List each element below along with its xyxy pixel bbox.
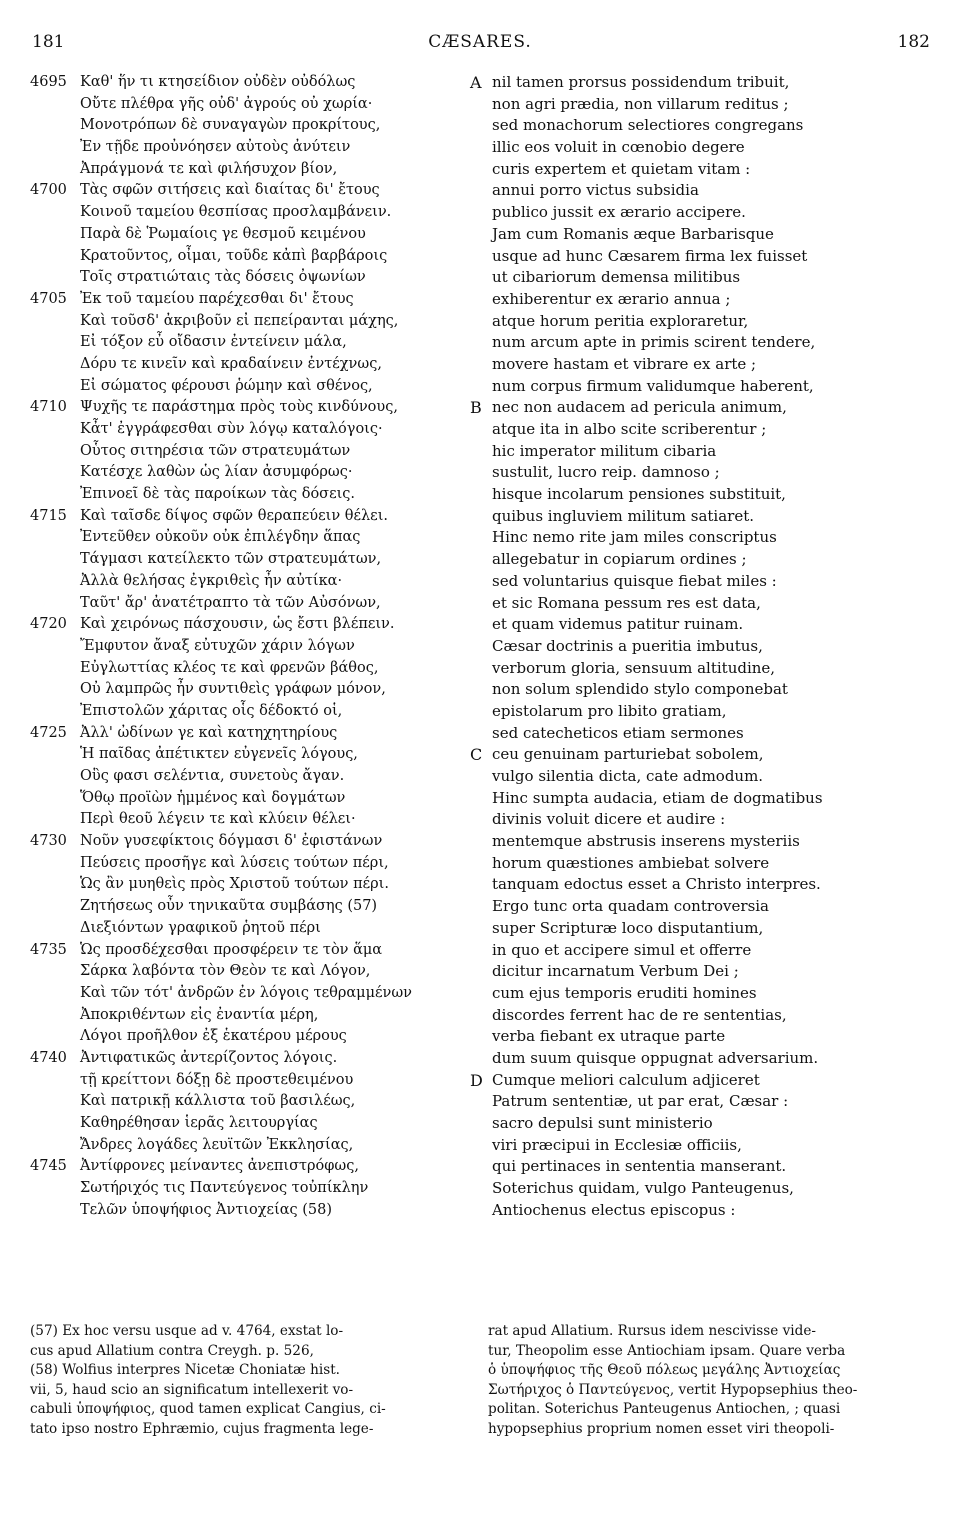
- line-text: nec non audacem ad pericula animum,: [492, 398, 787, 417]
- line-text: Νοῦν γυσεφίκτοις δόγμασι δ' ἐφιστάνων: [80, 833, 383, 850]
- margin-letter: B: [470, 398, 482, 418]
- line-text: Κατέσχε λαθὼν ὡς λίαν ἀσυμφόρως·: [80, 464, 353, 481]
- line-text: in quo et accipere simul et offerre: [492, 940, 752, 959]
- latin-verse-line: [470, 159, 950, 181]
- greek-verse-line: [30, 1026, 475, 1048]
- footnote-line: hypopsephius proprium nomen esset viri theopoli-: [488, 1420, 835, 1437]
- line-text: Ἐντεῦθεν οὐκοῦν οὐκ ἐπιλέγδην ἅπας: [80, 529, 361, 546]
- latin-verse-line: [470, 744, 950, 766]
- line-text: non agri prædia, non villarum reditus ;: [492, 94, 789, 113]
- line-text: super Scripturæ loco disputantium,: [492, 918, 764, 937]
- greek-verse-line: [30, 159, 475, 181]
- line-text: Οὓς φασι σελέντια, συνετοὺς ἄγαν.: [80, 768, 345, 784]
- greek-verse-line: [30, 766, 475, 788]
- latin-verse-line: [470, 137, 950, 159]
- line-text: Καθηρέθησαν ἱερᾶς λειτουργίας: [80, 1115, 318, 1131]
- line-text: Ἡ παῖδας ἀπέτικτεν εὐγενεῖς λόγους,: [80, 746, 358, 763]
- line-text: Πεύσεις προσῆγε καὶ λύσεις τούτων πέρι,: [80, 854, 389, 871]
- line-text: usque ad hunc Cæsarem firma lex fuisset: [492, 246, 808, 265]
- greek-verse-line: [30, 658, 475, 680]
- line-text: discordes ferrent hac de re sententias,: [492, 1005, 787, 1024]
- line-text: sustulit, lucro reip. damnoso ;: [492, 463, 720, 482]
- greek-verse-line: [30, 1178, 475, 1200]
- line-text: epistolarum pro libito gratiam,: [492, 701, 727, 720]
- line-text: Ἐπινοεῖ δὲ τὰς παροίκων τὰς δόσεις.: [80, 486, 355, 503]
- latin-verse-line: [470, 506, 950, 528]
- greek-verse-line: [30, 571, 475, 593]
- line-text: sed voluntarius quisque fiebat miles :: [492, 571, 777, 590]
- greek-verse-line: [30, 137, 475, 159]
- line-text: sed catecheticos etiam sermones: [492, 723, 744, 742]
- footnotes-right-column: [488, 1322, 932, 1440]
- verse-number: 4695: [30, 74, 67, 90]
- line-text: hic imperator militum cibaria: [492, 441, 717, 460]
- line-text: Οὐ λαμπρῶς ἦν συντιθεὶς γράφων μόνον,: [80, 681, 386, 698]
- latin-verse-line: [470, 397, 950, 419]
- greek-verse-line: [30, 593, 475, 615]
- greek-verse-line: [30, 224, 475, 246]
- line-text: Jam cum Romanis æque Barbarisque: [492, 224, 774, 243]
- latin-verse-line: [470, 72, 950, 94]
- line-text: mentemque abstrusis inserens mysteriis: [492, 832, 800, 851]
- latin-verse-line: [470, 246, 950, 268]
- line-text: Εὐγλωττίας κλέος τε καὶ φρενῶν βάθος,: [80, 659, 379, 676]
- latin-verse-line: [470, 549, 950, 571]
- latin-verse-line: [470, 1135, 950, 1157]
- greek-verse-line: [30, 1156, 475, 1178]
- line-text: atque horum peritia exploraretur,: [492, 311, 749, 330]
- greek-verse-line: [30, 1113, 475, 1135]
- line-text: quibus ingluviem militum satiaret.: [492, 506, 754, 525]
- greek-verse-line: [30, 72, 475, 94]
- greek-verse-line: [30, 918, 475, 940]
- line-text: hisque incolarum pensiones substituit,: [492, 485, 786, 504]
- line-text: Καὶ ταῖσδε δίψος σφῶν θεραπεύειν θέλει.: [80, 507, 388, 524]
- line-text: Μονοτρόπων δὲ συναγαγὼν προκρίτους,: [80, 117, 381, 134]
- line-text: Ψυχῆς τε παράστημα πρὸς τοὺς κινδύνους,: [80, 399, 398, 416]
- margin-letter: D: [470, 1070, 483, 1090]
- latin-verse-line: [470, 918, 950, 940]
- line-text: Λόγοι προῆλθον ἐξ ἑκατέρου μέρους: [80, 1028, 347, 1045]
- line-text: Ἐκ τοῦ ταμείου παρέχεσθαι δι' ἔτους: [80, 290, 354, 307]
- verse-number: 4700: [30, 182, 67, 199]
- latin-verse-line: [470, 376, 950, 398]
- latin-verse-line: [470, 441, 950, 463]
- footnote-line: cus apud Allatium contra Creygh. p. 526,: [30, 1342, 314, 1359]
- footnote-line: tato ipso nostro Ephræmio, cujus fragmenta lege-: [30, 1420, 374, 1437]
- greek-verse-line: [30, 462, 475, 484]
- line-text: annui porro victus subsidia: [492, 181, 699, 200]
- page-number-right: 182: [897, 32, 930, 52]
- verse-number: 4720: [30, 616, 67, 633]
- greek-verse-line: [30, 744, 475, 766]
- line-text: Οὗτος σιτηρέσια τῶν στρατευμάτων: [80, 442, 351, 459]
- greek-verse-line: [30, 1070, 475, 1092]
- line-text: Ergo tunc orta quadam controversia: [492, 897, 770, 916]
- line-text: Κοινοῦ ταμείου θεσπίσας προσλαμβάνειν.: [80, 204, 392, 221]
- latin-verse-line: [470, 1091, 950, 1113]
- line-text: Καθ' ἥν τι κτησείδιον οὐδὲν οὐδόλως: [80, 74, 356, 90]
- greek-verse-line: [30, 484, 475, 506]
- latin-verse-line: [470, 809, 950, 831]
- greek-verse-line: [30, 94, 475, 116]
- greek-verse-line: [30, 397, 475, 419]
- latin-verse-line: [470, 115, 950, 137]
- latin-verse-line: [470, 202, 950, 224]
- greek-verse-line: [30, 701, 475, 723]
- latin-verse-line: [470, 1005, 950, 1027]
- latin-verse-line: [470, 180, 950, 202]
- line-text: sacro depulsi sunt ministerio: [492, 1114, 713, 1132]
- line-text: Ταῦτ' ἄρ' ἀνατέτραπτο τὰ τῶν Αὐσόνων,: [80, 594, 381, 611]
- line-text: non solum splendido stylo componebat: [492, 680, 788, 699]
- latin-verse-line: [470, 701, 950, 723]
- line-text: qui pertinaces in sententia manserant.: [492, 1157, 787, 1176]
- line-text: Καὶ τοῦσδ' ἀκριβοῦν εἰ πεπείρανται μάχης,: [80, 312, 399, 329]
- line-text: Hinc sumpta audacia, etiam de dogmatibus: [492, 788, 823, 807]
- greek-verse-line: [30, 853, 475, 875]
- line-text: Καὶ πατρικῇ κάλλιστα τοῦ βασιλέως,: [80, 1093, 356, 1110]
- verse-number: 4730: [30, 833, 67, 850]
- line-text: Σωτήριχός τις Παντεύγενος τοὐπίκλην: [80, 1180, 369, 1197]
- line-text: Παρὰ δὲ Ῥωμαίοις γε θεσμοῦ κειμένου: [80, 225, 366, 242]
- greek-verse-line: [30, 267, 475, 289]
- line-text: et sic Romana pessum res est data,: [492, 593, 761, 612]
- greek-verse-line: [30, 376, 475, 398]
- line-text: Εἰ σώματος φέρουσι ῥώμην καὶ σθένος,: [80, 377, 373, 394]
- line-text: Κρατοῦντος, οἶμαι, τοῦδε κἀπὶ βαρβάροις: [80, 247, 388, 264]
- latin-verse-line: [470, 831, 950, 853]
- footnote-line: (57) Ex hoc versu usque ad v. 4764, exstat lo-: [30, 1323, 344, 1339]
- latin-verse-line: [470, 940, 950, 962]
- line-text: Τελῶν ὑποψήφιος Ἀντιοχείας (58): [80, 1201, 333, 1218]
- greek-verse-line: [30, 1135, 475, 1157]
- latin-verse-line: [470, 1113, 950, 1135]
- verse-number: 4710: [30, 399, 67, 416]
- greek-verse-line: [30, 549, 475, 571]
- latin-verse-line: [470, 983, 950, 1005]
- verse-number: 4715: [30, 507, 67, 524]
- line-text: Περὶ θεοῦ λέγειν τε καὶ κλύειν θέλει·: [80, 811, 356, 828]
- page-header: [30, 32, 930, 56]
- latin-verse-line: [470, 874, 950, 896]
- line-text: Τάγμασι κατείλεκτο τῶν στρατευμάτων,: [80, 551, 382, 568]
- latin-verse-line: [470, 311, 950, 333]
- greek-verse-line: [30, 311, 475, 333]
- verse-number: 4705: [30, 290, 67, 307]
- greek-verse-line: [30, 831, 475, 853]
- greek-verse-line: [30, 1091, 475, 1113]
- line-text: curis expertem et quietam vitam :: [492, 159, 751, 178]
- greek-verse-line: [30, 896, 475, 918]
- greek-verse-line: [30, 723, 475, 745]
- latin-verse-line: [470, 527, 950, 549]
- line-text: Hinc nemo rite jam miles conscriptus: [492, 528, 777, 547]
- line-text: Ὅθῳ προϊὼν ἡμμένος καὶ δογμάτων: [80, 789, 346, 806]
- latin-verse-line: [470, 1156, 950, 1178]
- greek-verse-line: [30, 180, 475, 202]
- greek-verse-line: [30, 115, 475, 137]
- greek-verse-line: [30, 354, 475, 376]
- latin-verse-line: [470, 788, 950, 810]
- line-text: Ὡς ἂν μυηθεὶς πρὸς Χριστοῦ τούτων πέρι.: [80, 876, 389, 893]
- latin-verse-line: [470, 614, 950, 636]
- line-text: viri præcipui in Ecclesiæ officiis,: [492, 1135, 742, 1154]
- line-text: Ἐν τῇδε προὐνόησεν αὐτοὺς ἀνύτειν: [80, 139, 351, 156]
- line-text: num arcum apte in primis scirent tendere,: [492, 333, 816, 352]
- footnote-line: Σωτήριχος ὁ Παντεύγενος, vertit Hypopsephius theo-: [488, 1381, 858, 1398]
- line-text: ceu genuinam parturiebat sobolem,: [492, 745, 764, 764]
- latin-translation-column: [470, 72, 950, 1221]
- margin-letter: A: [470, 73, 482, 92]
- line-text: Σάρκα λαβόντα τὸν Θεὸν τε καὶ Λόγον,: [80, 963, 371, 980]
- greek-verse-line: [30, 614, 475, 636]
- line-text: Cæsar doctrinis a pueritia imbutus,: [492, 636, 763, 655]
- line-text: vulgo silentia dicta, cate admodum.: [492, 767, 764, 785]
- line-text: Cumque meliori calculum adjiceret: [492, 1070, 760, 1089]
- latin-verse-line: [470, 658, 950, 680]
- footnote-line: ὁ ὑποψήφιος τῆς Θεοῦ πόλεως μεγάλης Ἀντιοχείας: [488, 1362, 841, 1379]
- greek-verse-line: [30, 940, 475, 962]
- line-text: Ἀπράγμονά τε καὶ φιλήσυχον βίον,: [80, 160, 338, 177]
- greek-verse-line: [30, 289, 475, 311]
- greek-verse-line: [30, 527, 475, 549]
- footnotes-left-column: [30, 1322, 470, 1440]
- line-text: Ἐπιστολῶν χάριτας οἷς δέδοκτό οἱ,: [80, 702, 343, 719]
- footnote-line: rat apud Allatium. Rursus idem nescivisse vide-: [488, 1323, 816, 1339]
- greek-verse-line: [30, 961, 475, 983]
- line-text: dum suum quisque oppugnat adversarium.: [492, 1048, 819, 1067]
- latin-verse-line: [470, 896, 950, 918]
- line-text: Διεξιόντων γραφικοῦ ῥητοῦ πέρι: [80, 919, 321, 936]
- line-text: Ἄνδρες λογάδες λευϊτῶν Ἐκκλησίας,: [80, 1136, 354, 1153]
- latin-verse-line: [470, 484, 950, 506]
- greek-verse-line: [30, 246, 475, 268]
- latin-verse-line: [470, 593, 950, 615]
- line-text: Εἰ τόξον εὖ οἴδασιν ἐντείνειν μάλα,: [80, 334, 347, 351]
- latin-verse-line: [470, 766, 950, 788]
- line-text: Ἀλλὰ θελήσας ἐγκριθεὶς ἦν αὐτίκα·: [80, 572, 343, 589]
- line-text: et quam videmus patitur ruinam.: [492, 615, 744, 634]
- latin-verse-line: [470, 961, 950, 983]
- line-text: Soterichus quidam, vulgo Panteugenus,: [492, 1179, 794, 1198]
- line-text: publico jussit ex ærario accipere.: [492, 203, 746, 222]
- latin-verse-line: [470, 1178, 950, 1200]
- line-text: divinis voluit dicere et audire :: [492, 810, 726, 829]
- line-text: Ἀλλ' ὠδίνων γε καὶ κατηχητηρίους: [80, 724, 338, 741]
- line-text: Καὶ χειρόνως πάσχουσιν, ὡς ἔστι βλέπειν.: [80, 616, 395, 633]
- greek-verse-line: [30, 332, 475, 354]
- line-text: Ἀντίφρονες μείναντες ἀνεπιστρόφως,: [80, 1158, 359, 1175]
- greek-verse-line: [30, 636, 475, 658]
- verse-number: 4745: [30, 1158, 67, 1175]
- line-text: Δόρυ τε κινεῖν καὶ κραδαίνειν ἐντέχνως,: [80, 355, 382, 372]
- line-text: Οὔτε πλέθρα γῆς οὐδ' ἀγρούς οὐ χωρία·: [80, 95, 373, 112]
- line-text: num corpus firmum validumque haberent,: [492, 376, 814, 395]
- line-text: ut cibariorum demensa militibus: [492, 268, 741, 287]
- line-text: Ὡς προσδέχεσθαι προσφέρειν τε τὸν ἅμα: [80, 941, 383, 958]
- latin-verse-line: [470, 723, 950, 745]
- footnote-line: tur, Theopolim esse Antiochiam ipsam. Quare verba: [488, 1342, 846, 1359]
- line-text: Τὰς σφῶν σιτήσεις καὶ διαίτας δι' ἔτους: [80, 182, 380, 199]
- line-text: nil tamen prorsus possidendum tribuit,: [492, 73, 790, 91]
- greek-verse-line: [30, 788, 475, 810]
- line-text: Antiochenus electus episcopus :: [492, 1200, 736, 1219]
- latin-verse-line: [470, 1200, 950, 1222]
- greek-verse-line: [30, 1005, 475, 1027]
- line-text: verba fiebant ex utraque parte: [492, 1027, 726, 1046]
- line-text: cum ejus temporis eruditi homines: [492, 983, 757, 1002]
- latin-verse-line: [470, 679, 950, 701]
- greek-verse-line: [30, 809, 475, 831]
- line-text: atque ita in albo scite scriberentur ;: [492, 420, 767, 438]
- greek-verse-line: [30, 441, 475, 463]
- line-text: exhiberentur ex ærario annua ;: [492, 289, 731, 308]
- line-text: Ζητήσεως οὖν τηνικαῦτα συμβάσης (57): [80, 898, 378, 915]
- verse-number: 4725: [30, 724, 67, 741]
- greek-verse-line: [30, 874, 475, 896]
- latin-verse-line: [470, 267, 950, 289]
- greek-verse-line: [30, 419, 475, 441]
- line-text: Κἆτ' ἐγγράφεσθαι σὺν λόγῳ καταλόγοις·: [80, 421, 383, 437]
- line-text: Ἔμφυτον ἄναξ εὐτυχῶν χάριν λόγων: [80, 637, 355, 654]
- line-text: Τοῖς στρατιώταις τὰς δόσεις ὀψωνίων: [80, 269, 366, 286]
- page-number-left: 181: [32, 32, 65, 52]
- footnote-line: politan. Soterichus Panteugenus Antiochen, ; quasi: [488, 1401, 841, 1418]
- latin-verse-line: [470, 1070, 950, 1092]
- latin-verse-line: [470, 1048, 950, 1070]
- greek-verse-line: [30, 506, 475, 528]
- greek-verse-line: [30, 1200, 475, 1222]
- footnote-line: cabuli ὑποψήφιος, quod tamen explicat Cangius, ci-: [30, 1401, 386, 1418]
- greek-verse-line: [30, 1048, 475, 1070]
- margin-letter: C: [470, 745, 483, 765]
- latin-verse-line: [470, 1026, 950, 1048]
- line-text: Ἀποκριθέντων εἰς ἐναντία μέρη,: [80, 1006, 319, 1023]
- line-text: sed monachorum selectiores congregans: [492, 116, 804, 135]
- latin-verse-line: [470, 332, 950, 354]
- line-text: Patrum sententiæ, ut par erat, Cæsar :: [492, 1092, 789, 1111]
- latin-verse-line: [470, 419, 950, 441]
- latin-verse-line: [470, 354, 950, 376]
- verse-number: 4735: [30, 941, 67, 958]
- latin-verse-line: [470, 224, 950, 246]
- line-text: allegebatur in copiarum ordines ;: [492, 550, 747, 569]
- latin-verse-line: [470, 289, 950, 311]
- line-text: dicitur incarnatum Verbum Dei ;: [492, 962, 739, 981]
- line-text: Ἀντιφατικῶς ἀντερίζοντος λόγοις.: [80, 1049, 338, 1066]
- footnote-line: (58) Wolfius interpres Nicetæ Choniatæ hist.: [30, 1362, 341, 1379]
- footnote-line: vii, 5, haud scio an significatum intellexerit vo-: [30, 1381, 354, 1398]
- line-text: movere hastam et vibrare ex arte ;: [492, 354, 757, 373]
- greek-verse-line: [30, 202, 475, 224]
- line-text: τῇ κρείττονι δόξῃ δὲ προστεθειμένου: [80, 1071, 354, 1088]
- line-text: horum quæstiones ambiebat solvere: [492, 853, 770, 872]
- running-title: CÆSARES.: [428, 32, 532, 52]
- verse-number: 4740: [30, 1049, 67, 1066]
- line-text: tanquam edoctus esset a Christo interpres.: [492, 875, 821, 894]
- greek-verse-column: [30, 72, 475, 1221]
- greek-verse-line: [30, 679, 475, 701]
- greek-verse-line: [30, 983, 475, 1005]
- line-text: Καὶ τῶν τότ' ἀνδρῶν ἐν λόγοις τεθραμμένων: [80, 984, 412, 1001]
- latin-verse-line: [470, 94, 950, 116]
- latin-verse-line: [470, 853, 950, 875]
- line-text: illic eos voluit in cœnobio degere: [492, 138, 745, 157]
- latin-verse-line: [470, 636, 950, 658]
- latin-verse-line: [470, 571, 950, 593]
- line-text: verborum gloria, sensuum altitudine,: [492, 658, 776, 677]
- latin-verse-line: [470, 462, 950, 484]
